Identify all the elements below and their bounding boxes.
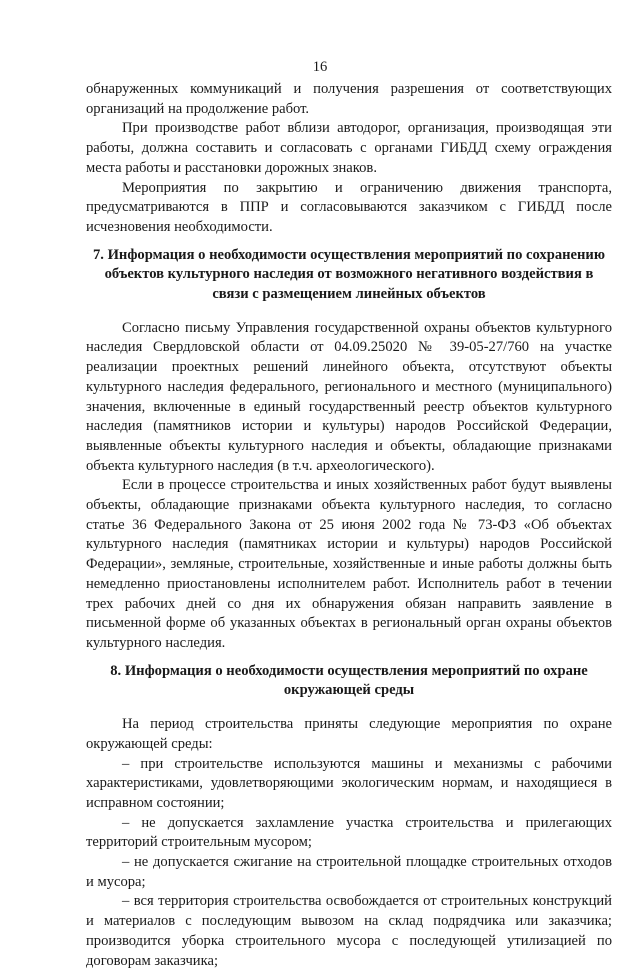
document-body xyxy=(86,80,612,971)
section-8-heading: 8. Информация о необходимости осуществления мероприятий по охране окружающей среды xyxy=(110,662,588,699)
paragraph-traffic-measures: Мероприятия по закрытию и ограничению движения транспорта, предусматриваются в ППР и согласовываются заказчиком с ГИБДД после исчезновения необходимости. xyxy=(86,179,612,235)
list-item: – не допускается сжигание на строительной площадке строительных отходов и мусора; xyxy=(86,854,612,890)
list-item: – вся территория строительства освобождается от строительных конструкций и материалов с последующим вывозом на склад подрядчика или заказчика; производится уборка строительного мусора с последующей утилизацией по договорам заказчика; xyxy=(86,893,612,969)
section-7-heading: 7. Информация о необходимости осуществления мероприятий по сохранению объектов культурного наследия от возможного негативного воздействия в связи с размещением линейных объектов xyxy=(92,246,605,303)
paragraph-road-works: При производстве работ вблизи автодорог, организация, производящая эти работы, должна составить и согласовать с органами ГИБДД схему ограждения места работы и расстановки дорожных знаков. xyxy=(86,120,612,176)
section-7-paragraph-discovery: Если в процессе строительства и иных хозяйственных работ будут выявлены объекты, обладающие признаками объекта культурного наследия, то согласно статье 36 Федерального Закона от 25 июня 2002 года № 73-ФЗ «Об объектах культурного наследия (памятниках истории и культуры) народов Российской Федерации», земляные, строительные, хозяйственные и иные работы должны быть немедленно приостановлены исполнителем работ. Исполнитель работ в течении трех рабочих дней со дня их обнаружения обязан направить заявление в письменной форме об указанных объектах в региональный орган охраны объектов культурного наследия. xyxy=(86,477,612,651)
list-item: – при строительстве используются машины и механизмы с рабочими характеристиками, удовлетворяющими экологическим нормам, и находящиеся в исправном состоянии; xyxy=(86,755,612,811)
page-number: 16 xyxy=(312,59,328,75)
section-7-paragraph-letter: Согласно письму Управления государственной охраны объектов культурного наследия Свердловской области от 04.09.25020 № 39-05-27/760 на участке реализации проектных решений линейного объекта, отсутствуют объекты культурного наследия федерального, регионального и местного (муниципального) значения, включенные в единый государственный реестр объектов культурного наследия (памятников истории и культуры) народов Российской Федерации, выявленные объекты культурного наследия и объекты, обладающие признаками объекта культурного наследия (в т.ч. археологического). xyxy=(86,319,612,474)
list-item: – не допускается захламление участка строительства и прилегающих территорий строительным мусором; xyxy=(86,814,612,851)
paragraph-continuation: обнаруженных коммуникаций и получения разрешения от соответствующих организаций на продолжение работ. xyxy=(86,81,612,117)
section-8-intro: На период строительства приняты следующие мероприятия по охране окружающей среды: xyxy=(86,716,612,752)
